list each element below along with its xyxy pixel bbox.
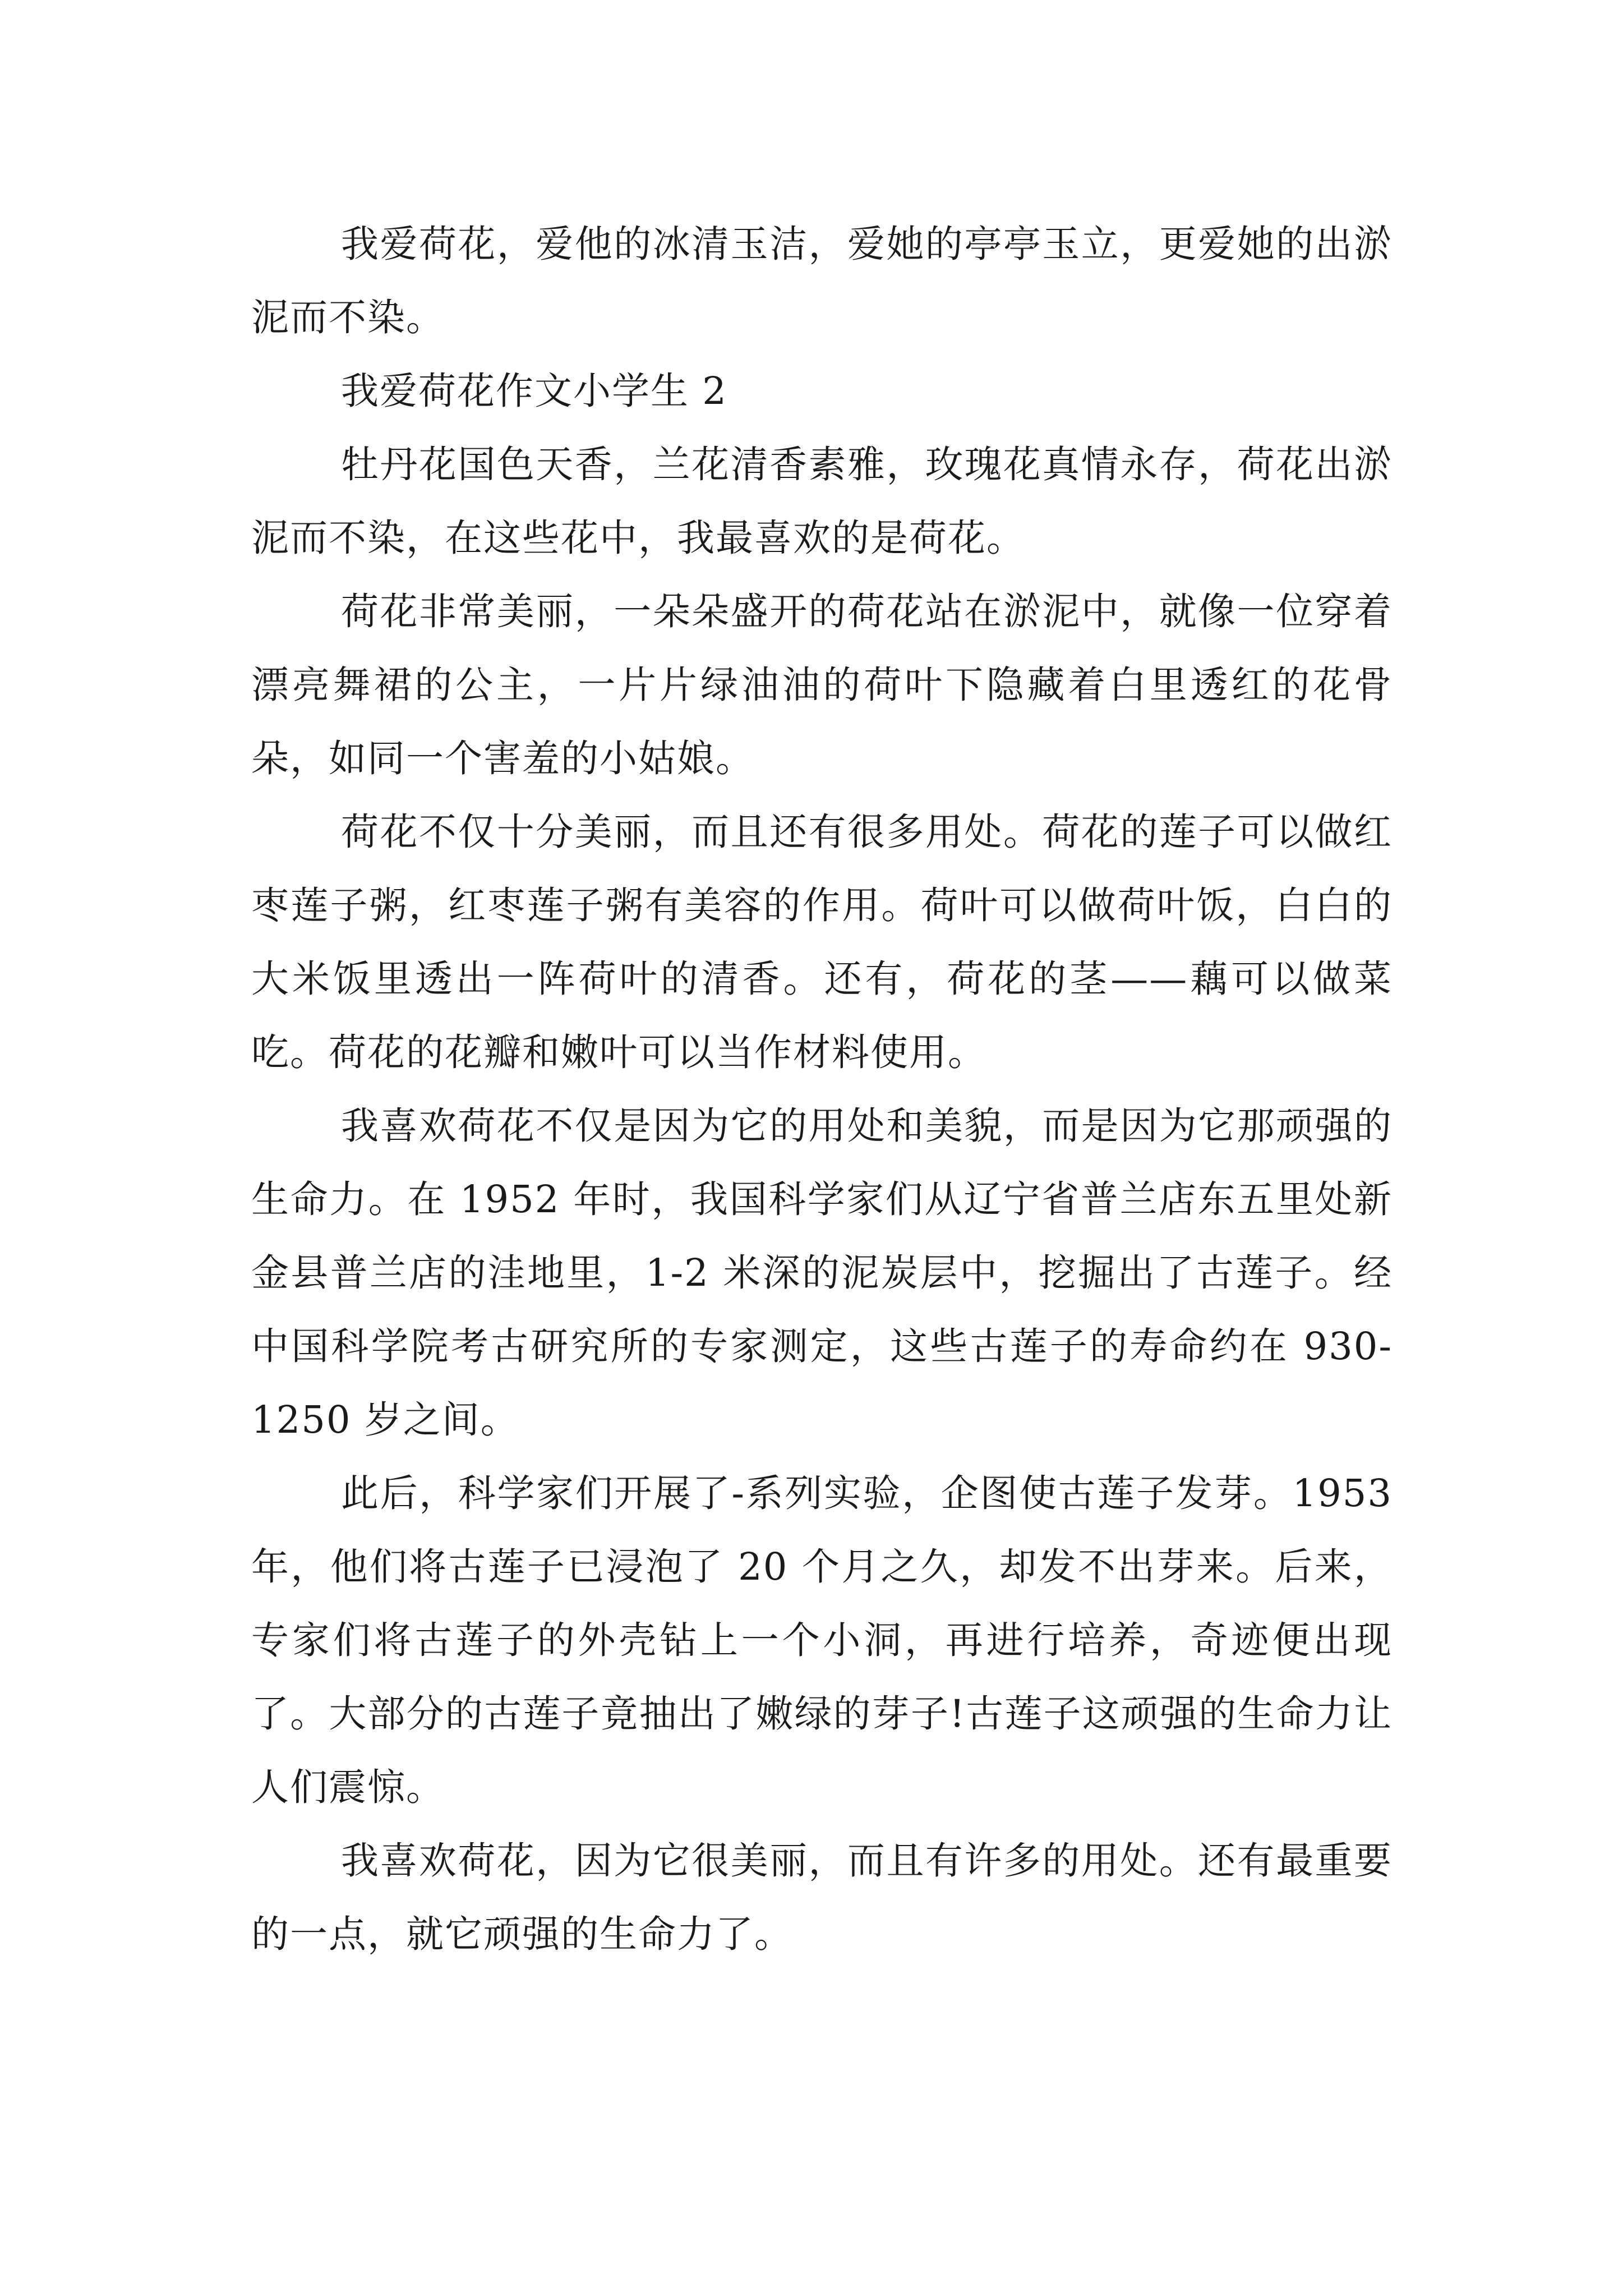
paragraph-flowers: 牡丹花国色天香，兰花清香素雅，玫瑰花真情永存，荷花出淤泥而不染，在这些花中，我最喜欢的是荷花。 [251, 443, 1393, 560]
paragraph-beauty: 荷花非常美丽，一朵朵盛开的荷花站在淤泥中，就像一位穿着漂亮舞裙的公主，一片片绿油油的荷叶下隐藏着白里透红的花骨朵，如同一个害羞的小姑娘。 [251, 590, 1393, 780]
article-body [251, 208, 1393, 1971]
article-title: 我爱荷花作文小学生 2 [341, 369, 727, 413]
paragraph-experiment: 此后，科学家们开展了-系列实验，企图使古莲子发芽。1953 年，他们将古莲子已浸泡了 20 个月之久，却发不出芽来。后来，专家们将古莲子的外壳钻上一个小洞，再进行培养，奇迹便出现了。大部分的古莲子竟抽出了嫩绿的芽子!古莲子这顽强的生命力让人们震惊。 [251, 1471, 1393, 1809]
paragraph-uses: 荷花不仅十分美丽，而且还有很多用处。荷花的莲子可以做红枣莲子粥，红枣莲子粥有美容的作用。荷叶可以做荷叶饭，白白的大米饭里透出一阵荷叶的清香。还有，荷花的茎——藕可以做菜吃。荷花的花瓣和嫩叶可以当作材料使用。 [251, 810, 1393, 1074]
paragraph-intro-ending: 我爱荷花，爱他的冰清玉洁，爱她的亭亭玉立，更爱她的出淤泥而不染。 [251, 222, 1393, 339]
paragraph-conclusion: 我喜欢荷花，因为它很美丽，而且有许多的用处。还有最重要的一点，就它顽强的生命力了。 [251, 1839, 1393, 1956]
paragraph-vitality: 我喜欢荷花不仅是因为它的用处和美貌，而是因为它那顽强的生命力。在 1952 年时，我国科学家们从辽宁省普兰店东五里处新金县普兰店的洼地里，1-2 米深的泥炭层中，挖掘出了古莲子。经中国科学院考古研究所的专家测定，这些古莲子的寿命约在 930-1250 岁之间。 [251, 1104, 1393, 1442]
